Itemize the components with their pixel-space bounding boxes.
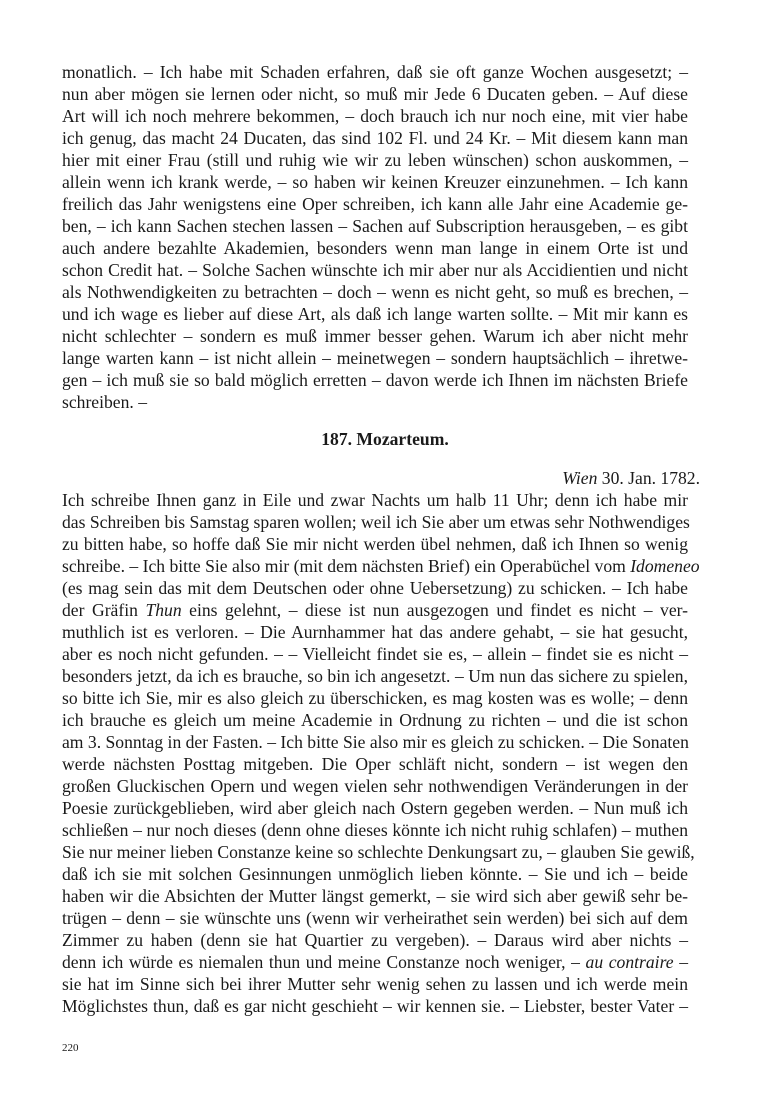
text-span: schreibe. – Ich bitte Sie also mir (mit dem nächsten Brief) ein Operabüchel vom <box>62 556 631 576</box>
text-span: – <box>673 952 688 972</box>
text-line: am 3. Sonntag in der Fasten. – Ich bitte Sie also mir es gleich zu schicken. – Die Sonaten <box>62 732 689 752</box>
text-line: Zimmer zu haben (denn sie hat Quartier zu vergeben). – Daraus wird aber nichts – <box>62 930 688 950</box>
text-line: Art will ich noch mehrere bekommen, – doch brauch ich nur noch eine, mit vier habe <box>62 106 688 126</box>
text-line: hier mit einer Frau (still und ruhig wie wir zu leben wünschen) schon auskommen, – <box>62 150 688 170</box>
text-line: ich brauche es gleich um meine Academie in Ordnung zu richten – und die ist schon <box>62 710 688 730</box>
text-line: schreiben. – <box>62 392 148 412</box>
text-line: Poesie zurückgeblieben, wird aber gleich nach Ostern gegeben werden. – Nun muß ich <box>62 798 688 818</box>
text-line: so bitte ich Sie, mir es also gleich zu überschicken, es mag kosten was es wolle; – denn <box>62 688 688 708</box>
text-span: der Gräfin <box>62 600 146 620</box>
letter-heading: 187. Mozarteum. <box>321 429 449 449</box>
text-line: Sie nur meiner lieben Constanze keine so schlechte Denkungsart zu, – glauben Sie gewiß, <box>62 842 695 862</box>
text-line: auch andere bezahlte Akademien, besonders wenn man lange in einem Orte ist und <box>62 238 688 258</box>
text-line: nun aber mögen sie lernen oder nicht, so muß mir Jede 6 Ducaten geben. – Auf diese <box>62 84 688 104</box>
text-line: muthlich ist es verloren. – Die Aurnhammer hat das andere gehabt, – sie hat gesucht, <box>62 622 688 642</box>
letter-dateline <box>0 467 700 489</box>
text-line: haben wir die Absichten der Mutter längst gemerkt, – sie wird sich aber gewiß sehr be- <box>62 886 688 906</box>
text-line: ich genug, das macht 24 Ducaten, das sind 102 Fl. und 24 Kr. – Mit diesem kann man <box>62 128 688 148</box>
person-name: Thun <box>145 600 182 620</box>
foreign-phrase: au contraire <box>585 952 674 972</box>
text-line: monatlich. – Ich habe mit Schaden erfahren, daß sie oft ganze Wochen ausgesetzt; – <box>62 62 688 82</box>
dateline-date: 30. Jan. 1782. <box>597 468 700 488</box>
text-line: (es mag sein das mit dem Deutschen oder ohne Uebersetzung) zu schicken. – Ich habe <box>62 578 688 598</box>
text-line: und ich wage es lieber auf diese Art, als daß ich lange warten sollte. – Mit mir kann es <box>62 304 688 324</box>
text-line: sie hat im Sinne sich bei ihrer Mutter sehr wenig sehen zu lassen und ich werde mein <box>62 974 688 994</box>
text-line: das Schreiben bis Samstag sparen wollen; weil ich Sie aber um etwas sehr Nothwendiges <box>62 512 690 532</box>
text-line: ben, – ich kann Sachen stechen lassen – Sachen auf Subscription herausgeben, – es gibt <box>62 216 688 236</box>
text-line: werde nächsten Posttag mitgeben. Die Oper schläft nicht, sondern – ist wegen den <box>62 754 688 774</box>
text-span: denn ich würde es niemalen thun und meine Constanze noch weniger, – <box>62 952 586 972</box>
text-line: Möglichstes thun, daß es gar nicht geschieht – wir kennen sie. – Liebster, bester Vater – <box>62 996 688 1016</box>
text-line <box>62 951 688 973</box>
text-line: besonders jetzt, da ich es brauche, so bin ich angesetzt. – Um nun das sichere zu spielen, <box>62 666 688 686</box>
text-line: gen – ich muß sie so bald möglich erretten – davon werde ich Ihnen im nächsten Briefe <box>62 370 688 390</box>
text-line: schon Credit hat. – Solche Sachen wünschte ich mir aber nur als Accidientien und nicht <box>62 260 688 280</box>
text-span: eins gelehnt, – diese ist nun ausgezogen und findet es nicht – ver- <box>181 600 688 620</box>
text-line: trügen – denn – sie wünschte uns (wenn wir verheirathet sein werden) bei sich auf dem <box>62 908 688 928</box>
text-line: aber es noch nicht gefunden. – – Vielleicht findet sie es, – allein – findet sie es nicht – <box>62 644 688 664</box>
text-line <box>62 599 688 621</box>
page-number: 220 <box>62 1042 79 1054</box>
text-line: großen Gluckischen Opern und wegen vielen sehr nothwendigen Veränderungen in der <box>62 776 688 796</box>
text-line: nicht schlechter – sondern es muß immer besser gehen. Warum ich aber nicht mehr <box>62 326 688 346</box>
text-line: als Nothwendigkeiten zu betrachten – doch – wenn es nicht geht, so muß es brechen, – <box>62 282 688 302</box>
text-line: allein wenn ich krank werde, – so haben wir keinen Kreuzer einzunehmen. – Ich kann <box>62 172 688 192</box>
text-line: daß ich sie mit solchen Gesinnungen unmöglich lieben könnte. – Sie und ich – beide <box>62 864 688 884</box>
text-line: freilich das Jahr wenigstens eine Oper schreiben, ich kann alle Jahr eine Academie ge- <box>62 194 688 214</box>
text-line <box>62 555 700 577</box>
text-line: lange warten kann – ist nicht allein – meinetwegen – sondern hauptsächlich – ihretwe- <box>62 348 688 368</box>
text-line: zu bitten habe, so hoffe daß Sie mir nicht werden übel nehmen, daß ich Ihnen so wenig <box>62 534 688 554</box>
text-line: schließen – nur noch dieses (denn ohne dieses könnte ich nicht ruhig schlafen) – muthen <box>62 820 688 840</box>
opera-title: Idomeneo <box>630 556 700 576</box>
dateline-place: Wien <box>562 468 598 488</box>
text-line: Ich schreibe Ihnen ganz in Eile und zwar Nachts um halb 11 Uhr; denn ich habe mir <box>62 490 688 510</box>
